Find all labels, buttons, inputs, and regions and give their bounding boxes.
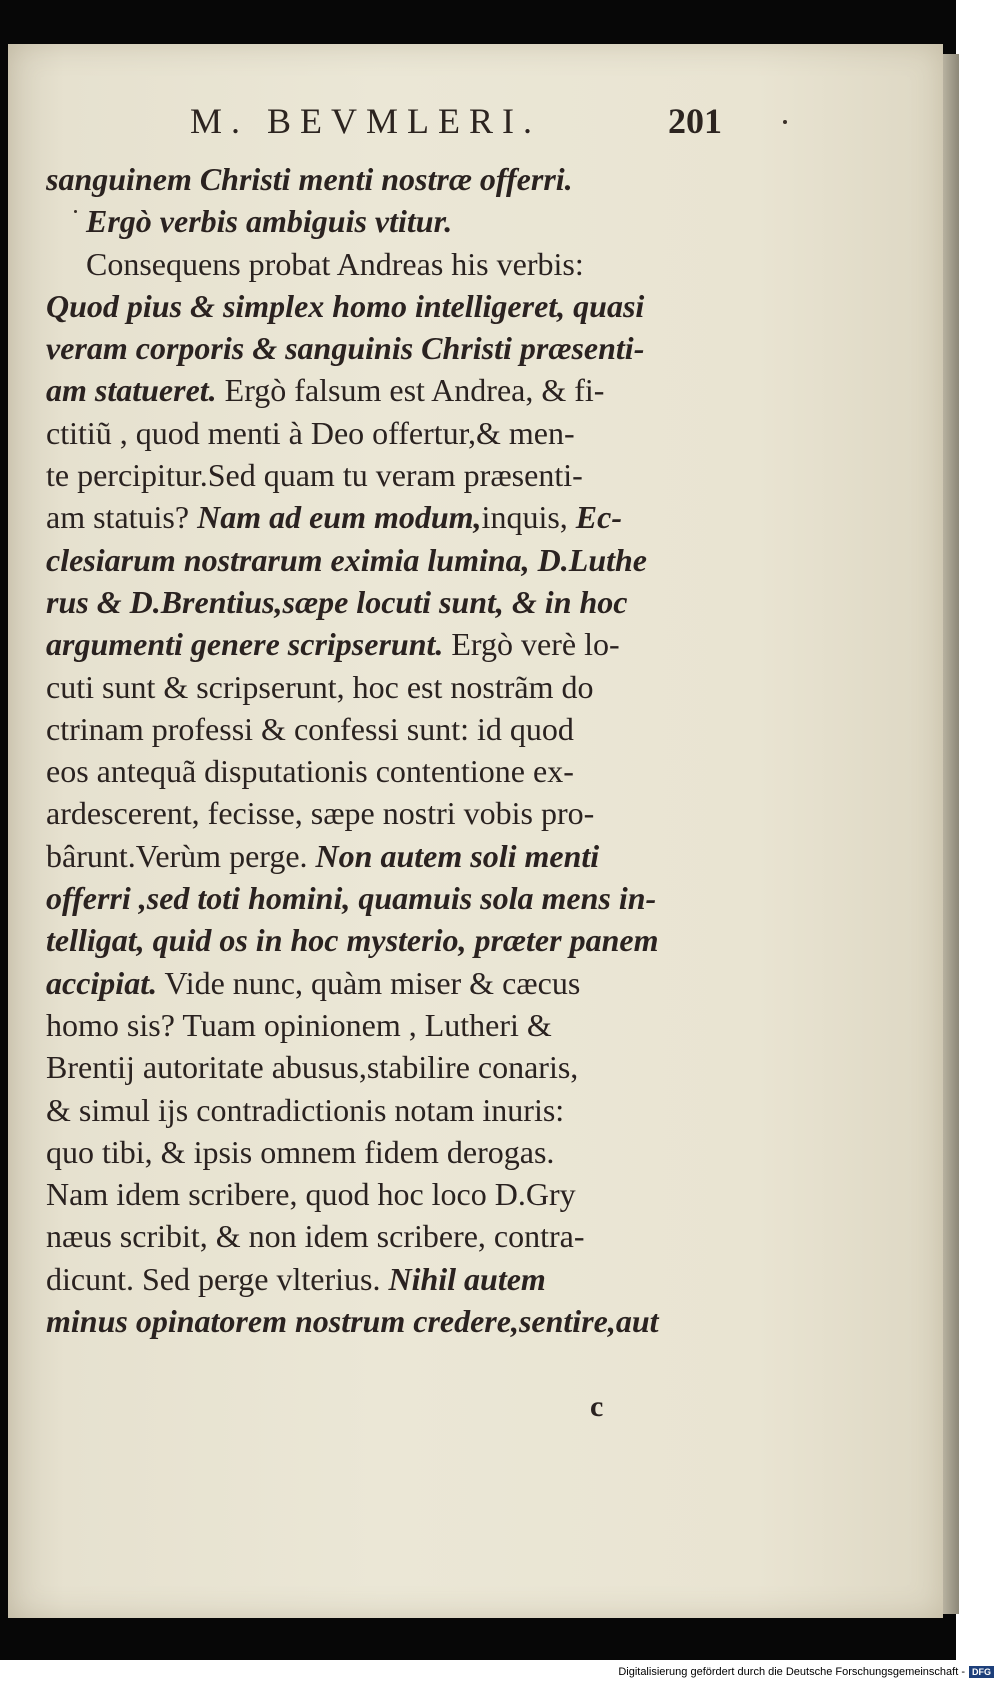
roman-text-run: homo sis? Tuam opinionem , Lutheri &: [46, 1006, 552, 1043]
text-line: [46, 708, 736, 750]
text-line: [46, 1215, 736, 1257]
italic-text-run: veram corporis & sanguinis Christi præsenti-: [46, 330, 645, 367]
italic-text-run: am statueret.: [46, 372, 217, 409]
ink-speck: [74, 210, 77, 213]
roman-text-run: Vide nunc, quàm miser & cæcus: [157, 964, 581, 1001]
body-text: [46, 158, 736, 1342]
italic-text-run: Quod pius & simplex homo intelligeret, quasi: [46, 287, 645, 324]
text-line: [46, 369, 736, 411]
signature-mark: c: [590, 1390, 604, 1423]
roman-text-run: eos antequã disputationis contentione ex-: [46, 753, 574, 790]
italic-text-run: Ec-: [575, 499, 622, 536]
italic-text-run: accipiat.: [46, 964, 158, 1001]
text-line: [46, 285, 736, 327]
italic-text-run: argumenti genere scripserunt.: [46, 626, 444, 663]
italic-text-run: Nihil autem: [388, 1260, 546, 1297]
page-edge: [943, 54, 959, 1614]
text-line: [46, 750, 736, 792]
text-line: [46, 835, 736, 877]
dfg-logo: DFG: [969, 1666, 994, 1678]
text-line: [46, 962, 736, 1004]
roman-text-run: bârunt.Verùm perge.: [46, 837, 316, 874]
text-line: [46, 581, 736, 623]
text-line: [46, 792, 736, 834]
roman-text-run: te percipitur.Sed quam tu veram præsenti-: [46, 457, 583, 494]
footer-credit: [618, 1666, 994, 1678]
italic-text-run: clesiarum nostrarum eximia lumina, D.Luthe: [46, 541, 647, 578]
italic-text-run: Non autem soli menti: [315, 837, 600, 874]
italic-text-run: rus & D.Brentius,sæpe locuti sunt, & in hoc: [46, 583, 628, 620]
page-number: 201: [668, 101, 722, 141]
roman-text-run: næus scribit, & non idem scribere, contra-: [46, 1218, 585, 1255]
roman-text-run: Ergò falsum est Andrea, & fi-: [216, 372, 605, 409]
roman-text-run: Nam idem scribere, quod hoc loco D.Gry: [46, 1176, 576, 1213]
roman-text-run: Brentij autoritate abusus,stabilire conaris,: [46, 1049, 579, 1086]
text-line: [46, 1258, 736, 1300]
roman-text-run: ardescerent, fecisse, sæpe nostri vobis pro-: [46, 795, 595, 832]
italic-text-run: telligat, quid os in hoc mysterio, præter panem: [46, 922, 659, 959]
footer-credit-text: Digitalisierung gefördert durch die Deutsche Forschungsgemeinschaft -: [618, 1666, 965, 1678]
italic-text-run: sanguinem Christi menti nostræ offerri.: [46, 161, 573, 197]
text-line: [46, 539, 736, 581]
running-head: M. BEVMLERI.: [190, 101, 541, 141]
text-line: [46, 877, 736, 919]
italic-text-run: minus opinatorem nostrum credere,sentire,aut: [46, 1303, 659, 1340]
roman-text-run: quo tibi, & ipsis omnem fidem derogas.: [46, 1133, 555, 1170]
text-line: [46, 666, 736, 708]
roman-text-run: Consequens probat Andreas his verbis:: [86, 245, 584, 282]
text-line: [46, 1300, 736, 1342]
italic-text-run: Ergò verbis ambiguis vtitur.: [86, 203, 453, 240]
roman-text-run: am statuis?: [46, 499, 198, 536]
text-line: [46, 1089, 736, 1131]
text-line: [46, 243, 736, 285]
ink-speck: [783, 120, 787, 124]
text-line: [46, 623, 736, 665]
text-line: [46, 158, 736, 200]
roman-text-run: ctitiũ , quod menti à Deo offertur,& men-: [46, 414, 575, 451]
roman-text-run: dicunt. Sed perge vlterius.: [46, 1260, 389, 1297]
roman-text-run: cuti sunt & scripserunt, hoc est nostrãm do: [46, 668, 594, 705]
text-line: [46, 454, 736, 496]
italic-text-run: offerri ,sed toti homini, quamuis sola mens in-: [46, 880, 657, 917]
text-line: [46, 1004, 736, 1046]
text-line: [46, 327, 736, 369]
roman-text-run: & simul ijs contradictionis notam inuris:: [46, 1091, 565, 1128]
roman-text-run: ctrinam professi & confessi sunt: id quod: [46, 710, 574, 747]
text-line: [46, 1173, 736, 1215]
text-line: [46, 496, 736, 538]
roman-text-run: Ergò verè lo-: [443, 626, 620, 663]
text-line: [46, 1131, 736, 1173]
text-line: [46, 919, 736, 961]
text-line: [46, 200, 736, 242]
text-line: [46, 412, 736, 454]
roman-text-run: inquis,: [481, 499, 576, 536]
italic-text-run: Nam ad eum modum,: [197, 499, 482, 536]
text-line: [46, 1046, 736, 1088]
